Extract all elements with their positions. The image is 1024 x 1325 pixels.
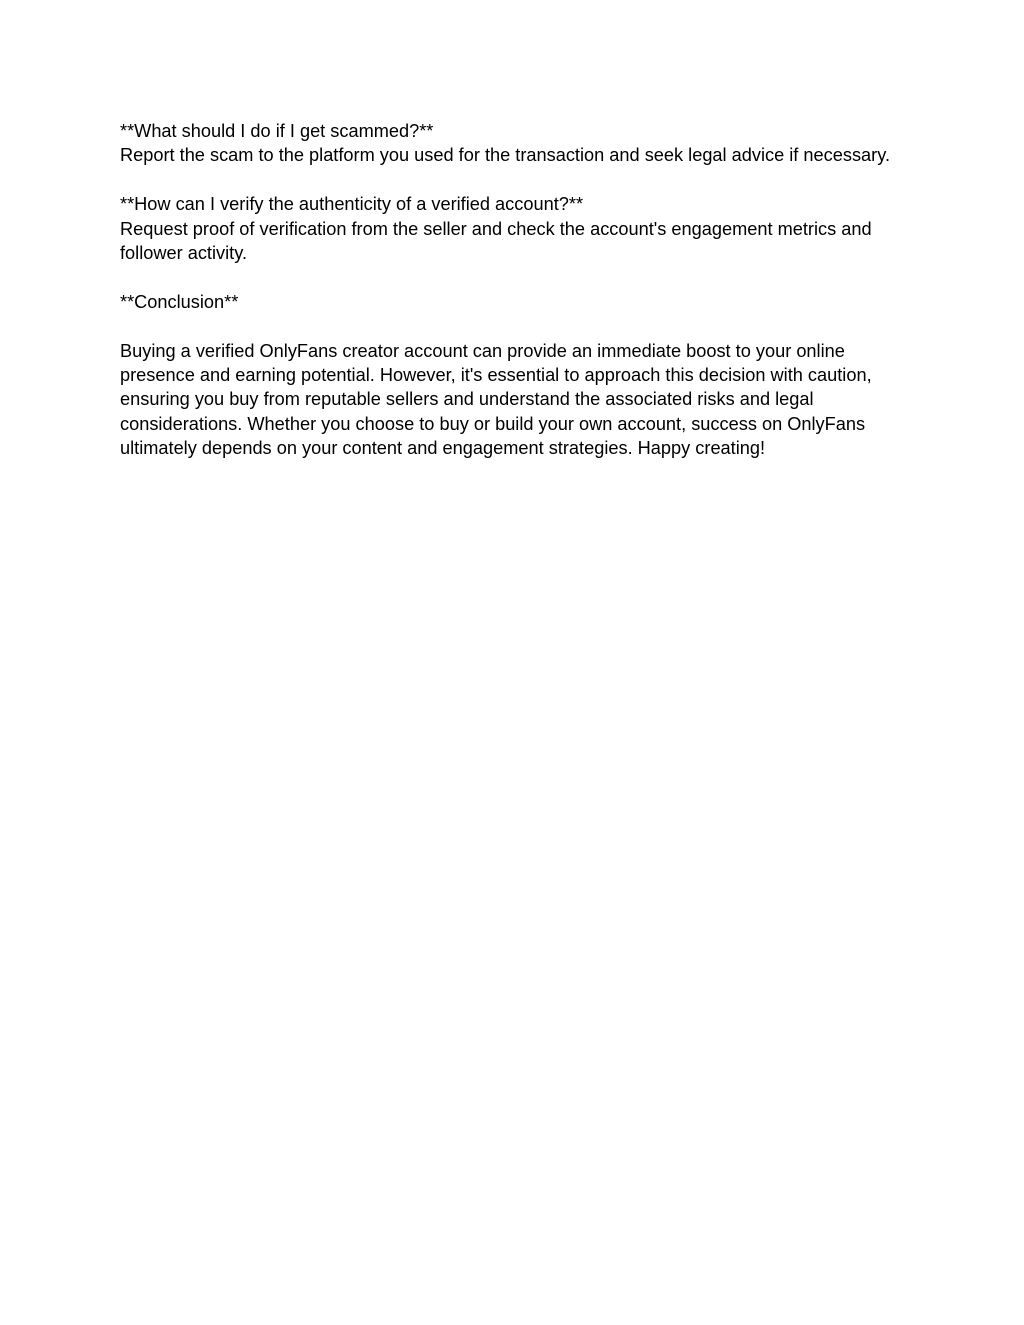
conclusion-line: presence and earning potential. However, it's essential to approach this decision with caution, <box>120 365 872 386</box>
faq-question-scammed: **What should I do if I get scammed?** <box>120 121 434 141</box>
conclusion-heading: **Conclusion** <box>120 291 239 312</box>
conclusion-line: ultimately depends on your content and engagement strategies. Happy creating! <box>120 438 766 459</box>
paragraph-spacer <box>120 168 920 192</box>
paragraph-spacer <box>120 265 920 289</box>
conclusion-line: Buying a verified OnlyFans creator account can provide an immediate boost to your online <box>120 340 845 361</box>
faq-answer-scammed: Report the scam to the platform you used for the transaction and seek legal advice if necessary. <box>120 145 891 166</box>
faq-question-verify: **How can I verify the authenticity of a verified account?** <box>120 194 584 215</box>
conclusion-line: considerations. Whether you choose to buy or build your own account, success on OnlyFans <box>120 413 866 434</box>
paragraph-spacer <box>120 314 920 338</box>
faq-answer-verify-line: Request proof of verification from the seller and check the account's engagement metrics and <box>120 218 872 239</box>
faq-answer-verify-line: follower activity. <box>120 243 248 264</box>
conclusion-line: ensuring you buy from reputable sellers and understand the associated risks and legal <box>120 389 814 410</box>
document-body <box>120 119 920 461</box>
